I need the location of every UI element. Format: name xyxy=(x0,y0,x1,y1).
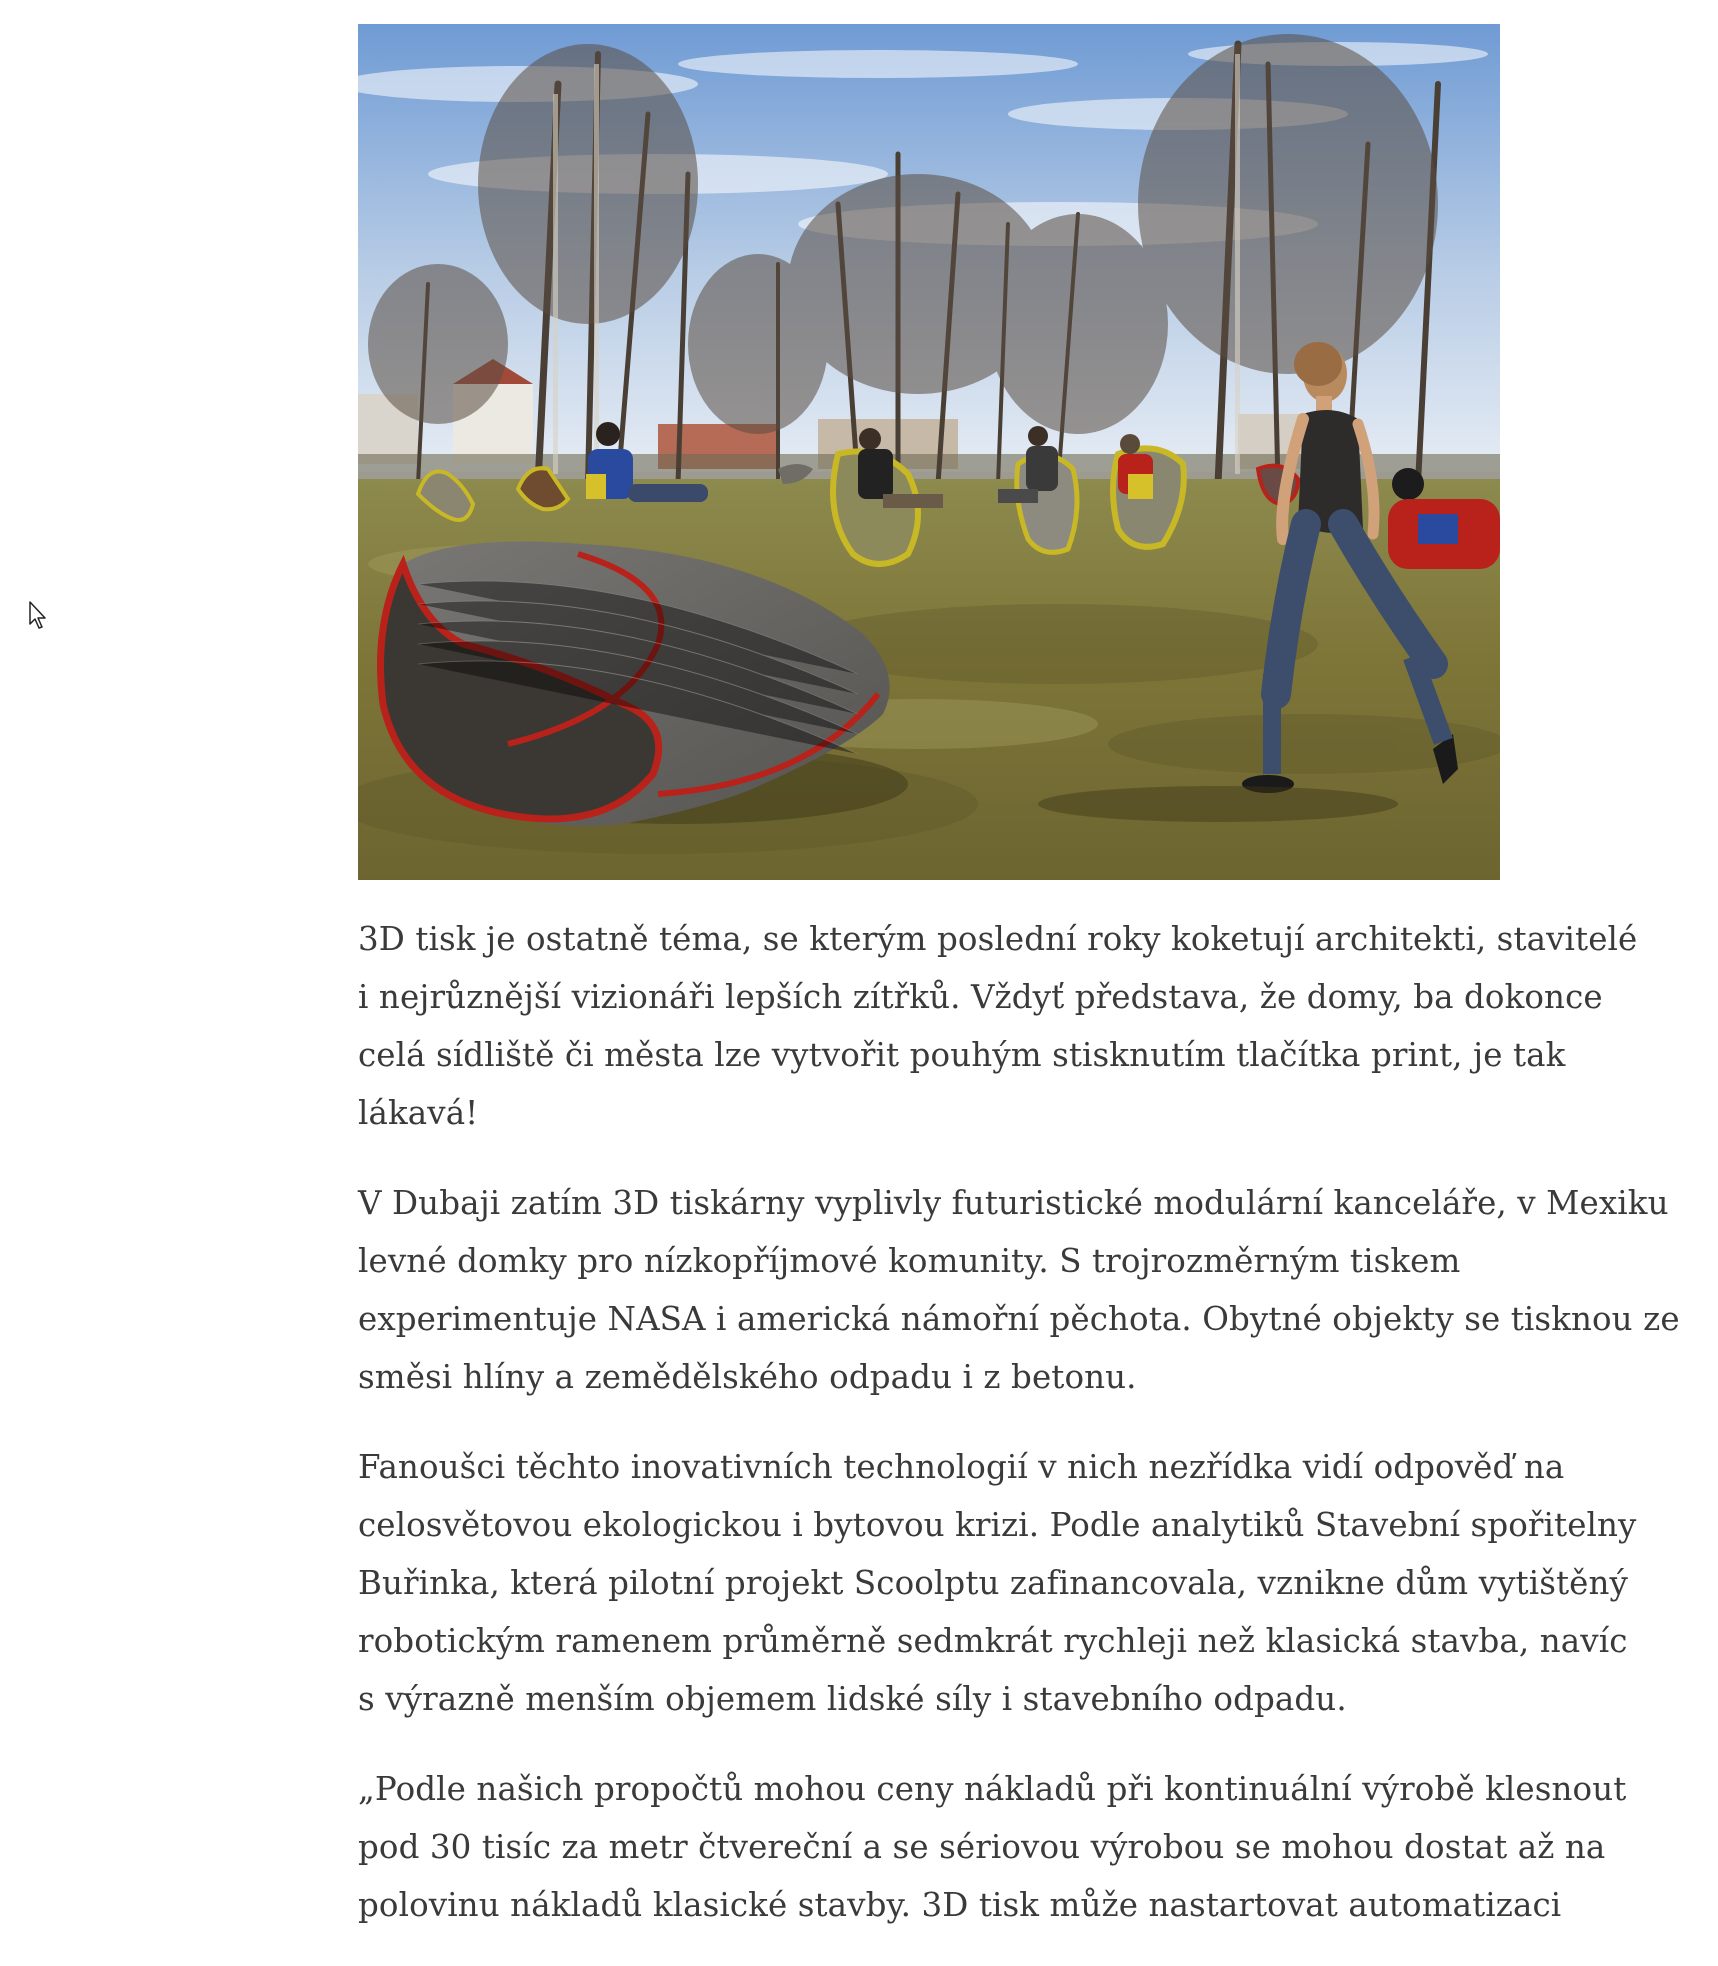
text-line: experimentuje NASA i americká námořní pěchota. Obytné objekty se tisknou ze xyxy=(358,1300,1680,1338)
text-line: pod 30 tisíc za metr čtvereční a se sériovou výrobou se mohou dostat až na xyxy=(358,1828,1606,1866)
text-line: Fanoušci těchto inovativních technologií v nich nezřídka vidí odpověď na xyxy=(358,1448,1565,1486)
paragraph-2 xyxy=(358,1174,1680,1406)
text-line: s výrazně menším objemem lidské síly i stavebního odpadu. xyxy=(358,1680,1347,1718)
paragraph-1 xyxy=(358,910,1638,1142)
article-photo xyxy=(358,24,1500,880)
text-line: „Podle našich propočtů mohou ceny nákladů při kontinuální výrobě klesnout xyxy=(358,1770,1627,1808)
text-line: V Dubaji zatím 3D tiskárny vyplivly futuristické modulární kanceláře, v Mexiku xyxy=(358,1184,1669,1222)
text-line: polovinu nákladů klasické stavby. 3D tisk může nastartovat automatizaci xyxy=(358,1886,1562,1924)
article-body xyxy=(358,24,1680,1966)
text-line: směsi hlíny a zemědělského odpadu i z betonu. xyxy=(358,1358,1137,1396)
text-line: 3D tisk je ostatně téma, se kterým poslední roky koketují architekti, stavitelé xyxy=(358,920,1638,958)
park-photo-3d-printed-benches-icon xyxy=(358,24,1500,880)
text-line: Buřinka, která pilotní projekt Scoolptu zafinancovala, vznikne dům vytištěný xyxy=(358,1564,1628,1602)
text-line: celá sídliště či města lze vytvořit pouhým stisknutím tlačítka print, je tak xyxy=(358,1036,1566,1074)
text-line: i nejrůznější vizionáři lepších zítřků. Vždyť představa, že domy, ba dokonce xyxy=(358,978,1603,1016)
text-line: levné domky pro nízkopříjmové komunity. S trojrozměrným tiskem xyxy=(358,1242,1461,1280)
article-text xyxy=(358,910,1680,1934)
paragraph-4 xyxy=(358,1760,1627,1934)
text-line: robotickým ramenem průměrně sedmkrát rychleji než klasická stavba, navíc xyxy=(358,1622,1628,1660)
paragraph-3 xyxy=(358,1438,1637,1728)
text-line: lákavá! xyxy=(358,1094,479,1132)
text-line: celosvětovou ekologickou i bytovou krizi. Podle analytiků Stavební spořitelny xyxy=(358,1506,1637,1544)
mouse-cursor-icon xyxy=(28,600,50,630)
